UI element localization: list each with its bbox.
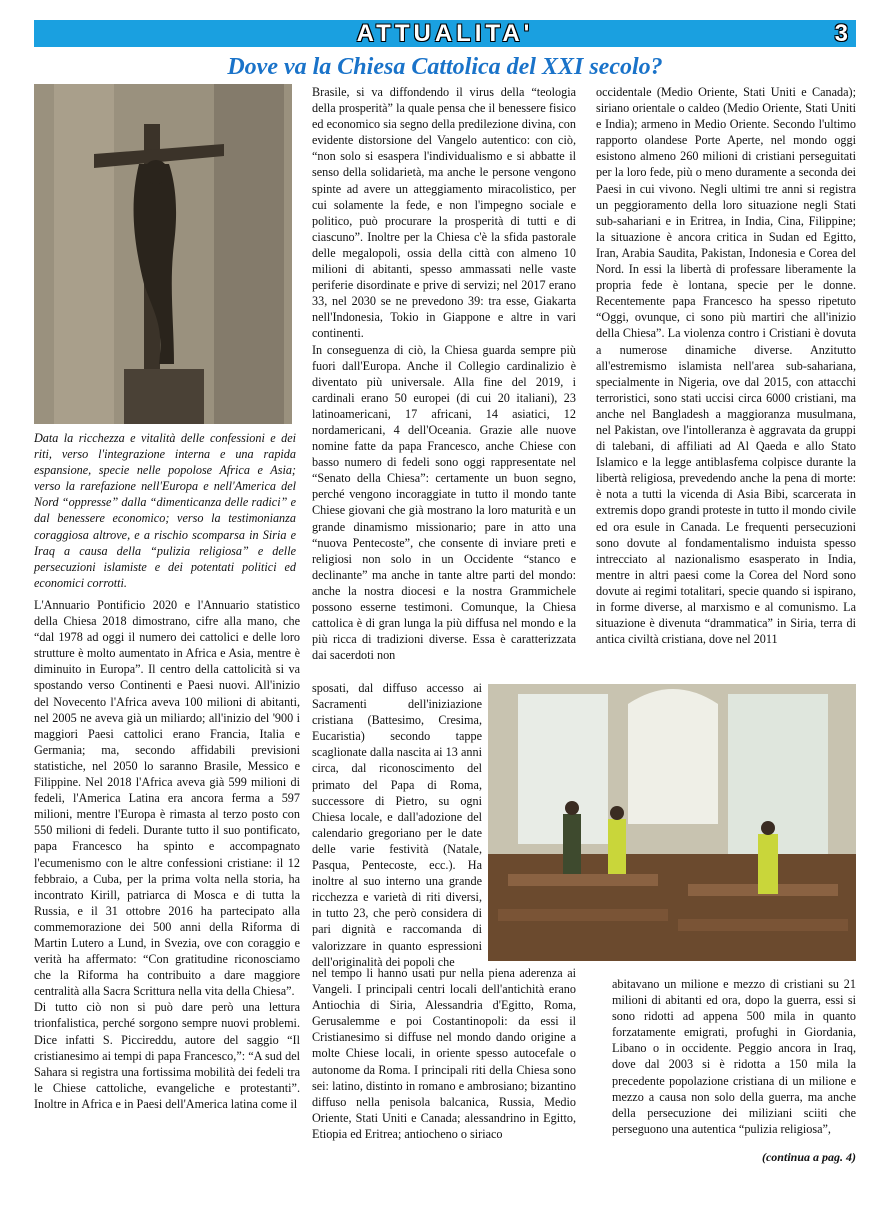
- paragraph: nel tempo li hanno usati pur nella piena aderenza ai Vangeli. I principali centri locali dell'antichità erano Antiochia di Siria, Alessandria d'Egitto, Roma, Gerusalemme e poi Costantinopoli: da essi il Cristianesimo si diffuse nel mondo dando origine a molte Chiese locali, in oriente spesso autocefale o autonome da Roma. I principali riti della Chiesa sono sei: latino, distinto in romano e ambrosiano; bizantino diffuso nella penisola balcanica, Russia, Medio Oriente, Stati Uniti e Canada; alessandrino in Egitto, Etiopia ed Eritrea; antiocheno o siriaco: [312, 966, 576, 1141]
- paragraph: abitavano un milione e mezzo di cristiani su 21 milioni di abitanti ed ora, dopo la guerra, essi si sono ridotti ad appena 500 mila in quanto forzatamente emigrati, profughi in Giordania, Libano o in occidente. Peggio ancora in Iraq, dove dal 2003 si è ridotta a 150 mila la precedente popolazione cristiana di un milione e mezzo a causa non solo della guerra, ma anche della persecuzione dei miliziani sciiti che perseguono una autentica “pulizia religiosa”,: [612, 977, 856, 1136]
- article-column-3-bottom: [612, 976, 856, 1137]
- paragraph: occidentale (Medio Oriente, Stati Uniti e Canada); siriano orientale o caldeo (Medio Oriente, Stati Uniti e India); armeno in Medio Oriente. Secondo l'ultimo rapporto olandese Porte Aperte, nel mondo oggi esistono almeno 260 milioni di cristiani perseguitati per la loro fede, più o meno duramente a seconda dei Paesi in cui vivono. Negli ultimi tre anni si registra un peggioramento della loro situazione negli Stati sub-sahariani e in Eritrea, in India, Cina, Filippine; la situazione è ancora critica in Sudan ed Egitto, Iran, Arabia Saudita, Pakistan, Indonesia e Corea del Nord. In essi la libertà di professare liberamente la propria fede è lontana, specie per le donne. Recentemente papa Francesco ha spesso ripetuto “Oggi, ovunque, ci sono più martiri che all'inizio della Chiesa”. La violenza contro i Cristiani è dovuta a numerose dinamiche diverse. Anzitutto all'estremismo islamista nell'area sub-sahariana, specialmente in Nigeria, ove dal 2015, con attacchi terroristici, sono stati uccisi circa 6000 cristiani, ma anche nel Bangladesh a maggioranza musulmana, nel Pakistan, ove l'intolleranza è aggravata da gruppi di talebani, di affiliati ad Al Qaeda e allo Stato Islamico e la legge antiblasfema colpisce durante la libertà religiosa, prevedendo anche la pena di morte: è nota a tutti la vicenda di Asia Bibi, scarcerata in extremis dopo grandi proteste in tutto il mondo civile ed ora esule in Canada. Le frequenti persecuzioni sono dovute al fondamentalismo induista spesso intrecciato al nazionalismo esasperato in India, mentre in altri paesi come la Corea del Nord sono dovute ai regimi totalitari, specie quando si ispirano, in forme diverse, al marxismo e al comunismo. La situazione è divenuta “drammatica” in Siria, terra di antica civiltà cristiana, dove nel 2011: [596, 85, 856, 647]
- paragraph: L'Annuario Pontificio 2020 e l'Annuario statistico della Chiesa 2018 dimostrano, cifre alla mano, che “dal 1978 ad oggi il numero dei cattolici e delle loro strutture è molto aumentato in Africa e Asia, mentre è diminuito in Europa”. Il centro della cattolicità si va spostando verso Continenti e Paesi nuovi. All'inizio del Novecento l'Africa aveva 100 milioni di abitanti, nel 2005 ne aveva già un miliardo; all'inizio del '900 i maggiori Paesi cattolici erano Francia, Italia e Germania; ma, secondo affidabili previsioni statistiche, nel 2050 lo saranno Brasile, Messico e Filippine. Nel 2018 l'Africa aveva già 599 milioni di fedeli, l'America Latina era ancora ferma a 597 milioni, mentre l'Europa è rimasta al terzo posto con 550 milioni di fedeli. Durante tutto il suo pontificato, papa Francesco ha spinto e accompagnato l'ecumenismo con le altre confessioni cristiane: il 12 febbraio, a Cuba, per la prima volta nella storia, ha incontrato Kirill, patriarca di Mosca e di tutta la Russia, e il 31 ottobre 2016 ha partecipato alla commemorazione dei 500 anni della Riforma di Martin Lutero a Lund, in Svezia, ove con coraggio e verità ha affermato: “Con gratitudine riconosciamo che la Riforma ha contribuito a dare maggiore centralità alla Sacra Scrittura nella vita della Chiesa”.: [34, 598, 300, 999]
- paragraph: Brasile, si va diffondendo il virus della “teologia della prosperità” la quale pensa che il benessere fisico ed economico sia segno della predilezione divina, con evidente distorsione del Vangelo autentico: con ciò, “non solo si esaspera l'individualismo e si abbatte il senso della solidarietà, ma anche le persone vengono spinte ad avere un atteggiamento miracolistico, per cui solamente la fede, e non l'impegno sociale e politico, può procurare la prosperità di tutti e di ciascuno”. Inoltre per la Chiesa c'è la sfida pastorale delle megalopoli, ossia della città con almeno 10 milioni di abitanti, spesso ammassati nelle vaste periferie disordinate e prive di servizi; nel 2017 erano 33, nel 2030 se ne prevedono 39: tra esse, Giakarta nell'Indonesia, Tokio in Giappone e altre in vari continenti.: [312, 85, 576, 341]
- paragraph: sposati, dal diffuso accesso ai Sacramenti dell'iniziazione cristiana (Battesimo, Cresima, Eucaristia) secondo tappe scaglionate dalla nascita ai 13 anni circa, dal riconoscimento del primato del Papa di Roma, successore di Pietro, su ogni Chiesa locale, e dall'adozione del calendario gregoriano per le date delle varie festività (Natale, Pasqua, Pentecoste, ecc.). Ha inoltre al suo interno una grande ricchezza e varietà di riti diversi, in tutto 23, che però considera di pari dignità e raccomanda di valorizzare in quanto espressioni dell'originalità dei popoli che: [312, 681, 482, 969]
- continued-note: (continua a pag. 4): [761, 1150, 856, 1164]
- page-number: 3: [834, 20, 848, 47]
- article-column-2: [312, 84, 576, 663]
- photo-caption: Data la ricchezza e vitalità delle confessioni e dei riti, verso l'integrazione interna e una rapida espansione, specie nelle popolose Africa e Asia; verso la rarefazione nell'Europa e nell'America del Nord “oppresse” dalla “dimenticanza delle radici” e dal benessere economico; verso la testimonianza coraggiosa altrove, e a rischio scomparsa in Siria e Iraq a causa della “pulizia religiosa” e delle persecuzioni islamiste e dei potentati politici ed economici corrotti.: [34, 431, 296, 590]
- article-column-1: [34, 597, 300, 1112]
- paragraph: In conseguenza di ciò, la Chiesa guarda sempre più fuori dall'Europa. Anche il Collegio cardinalizio è diventato più universale. Alla fine del 2019, i cardinali erano 50 europei (di cui 20 italiani), 23 latinoamericani, 17 africani, 14 asiatici, 12 nordamericani, 4 dell'Oceania. Grazie alle nuove nomine fatte da papa Francesco, anche Chiese con basso numero di fedeli sono oggi rappresentate nel “Senato della Chiesa”: certamente un buon segno, perché vengono incoraggiate in tutto il mondo tante Chiese giovani che già mostrano la loro maturità e un grande dinamismo missionario; pare in atto una “nuova Pentecoste”, che consente di inviare preti e religiosi non solo in un Occidente “stanco e declinante” ma anche in tante altre parti del mondo: anche la nostra diocesi e la nostra Grammichele possono esserne testimoni. Comunque, la Chiesa cattolica è di gran lunga la più diffusa nel mondo e la più ricca di tradizioni diverse. Essa è caratterizzata dai sacerdoti non: [312, 342, 576, 663]
- paragraph: Di tutto ciò non si può dare però una lettura trionfalistica, perché sorgono sempre nuovi problemi. Dice infatti S. Piccireddu, autore del saggio “Il cristianesimo ai tempi di papa Francesco,”: “A sud del Sahara si registra una fortissima mobilità dei fedeli tra le Chiese cattoliche, evangeliche e protestanti”. Inoltre in Africa e in Paesi dell'America latina come il: [34, 1000, 300, 1111]
- article-column-2-bottom: [312, 965, 576, 1142]
- crucifix-photo: [34, 84, 292, 424]
- section-banner: [34, 20, 856, 47]
- article-column-2-wrap: [312, 680, 482, 970]
- article-column-3: [596, 84, 856, 647]
- church-interior-photo: [488, 684, 856, 961]
- section-title: ATTUALITA': [356, 20, 534, 47]
- article-title: Dove va la Chiesa Cattolica del XXI secolo?: [227, 54, 663, 80]
